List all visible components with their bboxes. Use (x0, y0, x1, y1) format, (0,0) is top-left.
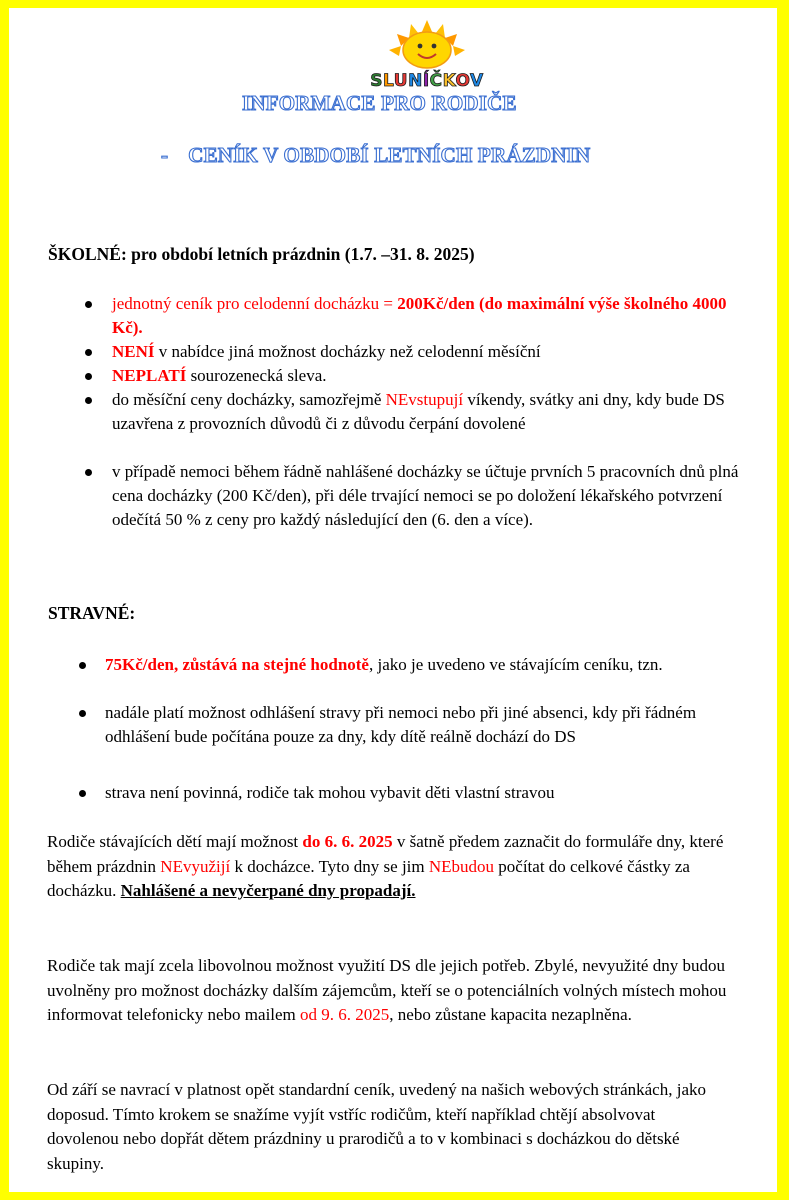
subtitle-text: CENÍK V OBDOBÍ LETNÍCH PRÁZDNIN (188, 143, 591, 167)
list-item (112, 460, 752, 556)
bullet-icon (79, 662, 86, 669)
list-item (105, 653, 745, 701)
bullet-icon (85, 349, 92, 356)
list-item-emphasis: NEPLATÍ (112, 366, 187, 385)
bullet-icon (85, 373, 92, 380)
list-item (112, 364, 752, 388)
list-item (105, 781, 745, 805)
bullet-icon (79, 790, 86, 797)
bullet-icon (85, 397, 92, 404)
svg-text:SLUNÍČKOV: SLUNÍČKOV (370, 71, 484, 91)
skolne-heading: ŠKOLNÉ: pro období letních prázdnin (1.7. –31. 8. 2025) (48, 244, 475, 264)
list-item (112, 292, 752, 340)
list-item (105, 701, 745, 781)
list-item-text: jednotný ceník pro celodenní docházku = (112, 294, 398, 313)
page-title: INFORMACE PRO RODIČE (242, 91, 517, 115)
list-item (112, 388, 752, 460)
skolne-list (112, 292, 752, 556)
september-paragraph: Od září se navrací v platnost opět standardní ceník, uvedený na našich webových stránkách, jako doposud. Tímto krokem se snažíme vyjít vstříc rodičům, kteří například chtějí absolvovat dovolenou nebo dopřát dětem prázdniny u prarodičů a to v kombinaci s docházkou do dětské skupiny. (47, 1080, 706, 1173)
list-item-text: strava není povinná, rodiče tak mohou vybavit děti vlastní stravou (105, 783, 555, 802)
list-item-text: víkendy, svátky ani dny, kdy bude DS uzavřena z provozních důvodů či z důvodu čerpání dovolené (112, 390, 725, 433)
availability-paragraph: Rodiče tak mají zcela libovolnou možnost využití DS dle jejich potřeb. Zbylé, nevyužité dny budou uvolněny pro možnost docházky dalším zájemcům, kteří se o potenciálních volných místech mohou informovat telefonicky nebo mailem od 9. 6. 2025, nebo zůstane kapacita nezaplněna. (47, 956, 727, 1024)
list-item-emphasis: 200Kč/den (do maximální výše školného 4000 Kč). (112, 294, 727, 337)
page-subtitle (161, 143, 777, 168)
list-item (112, 340, 752, 364)
bullet-icon (85, 469, 92, 476)
bullet-icon (79, 710, 86, 717)
bullet-icon (85, 301, 92, 308)
sun-face-icon (403, 32, 451, 68)
deadline-paragraph: Rodiče stávajících dětí mají možnost do 6. 6. 2025 v šatně předem zaznačit do formuláře dny, které během prázdnin NEvyužijí k docházce. Tyto dny se jim NEbudou počítat do celkové částky za docházku. Nahlášené a nevyčerpané dny propadají. (47, 832, 724, 900)
deadline-date: do 6. 6. 2025 (302, 832, 393, 851)
list-item-text: sourozenecká sleva. (186, 366, 327, 385)
list-item-text: , jako je uvedeno ve stávajícím ceníku, tzn. (368, 655, 663, 674)
list-item-text: v nabídce jiná možnost docházky než celodenní měsíční (154, 342, 541, 361)
sun-logo (347, 20, 507, 92)
stravne-list (105, 653, 745, 805)
list-item-emphasis: 75Kč/den, zůstává na stejné hodnotě (105, 655, 369, 674)
list-item-text: do měsíční ceny docházky, samozřejmě (112, 390, 386, 409)
contact-date: od 9. 6. 2025 (300, 1005, 390, 1024)
document-page (9, 8, 777, 1192)
notice-emphasis: Nahlášené a nevyčerpané dny propadají. (120, 881, 416, 900)
subtitle-dash: - (161, 143, 169, 167)
list-item-emphasis: NENÍ (112, 342, 155, 361)
stravne-heading: STRAVNÉ: (48, 603, 136, 623)
list-item-text: v případě nemoci během řádně nahlášené docházky se účtuje prvních 5 pracovních dnů plná cena docházky (200 Kč/den), při déle trvající nemoci se po doložení lékařského potvrzení odečítá 50 % z ceny pro každý následující den (6. den a více). (112, 462, 739, 529)
list-item-text: nadále platí možnost odhlášení stravy při nemoci nebo při jiné absenci, kdy při řádném odhlášení bude počítána pouze za dny, kdy dítě reálně dochází do DS (105, 703, 697, 746)
list-item-emphasis: NEvstupují (385, 390, 464, 409)
